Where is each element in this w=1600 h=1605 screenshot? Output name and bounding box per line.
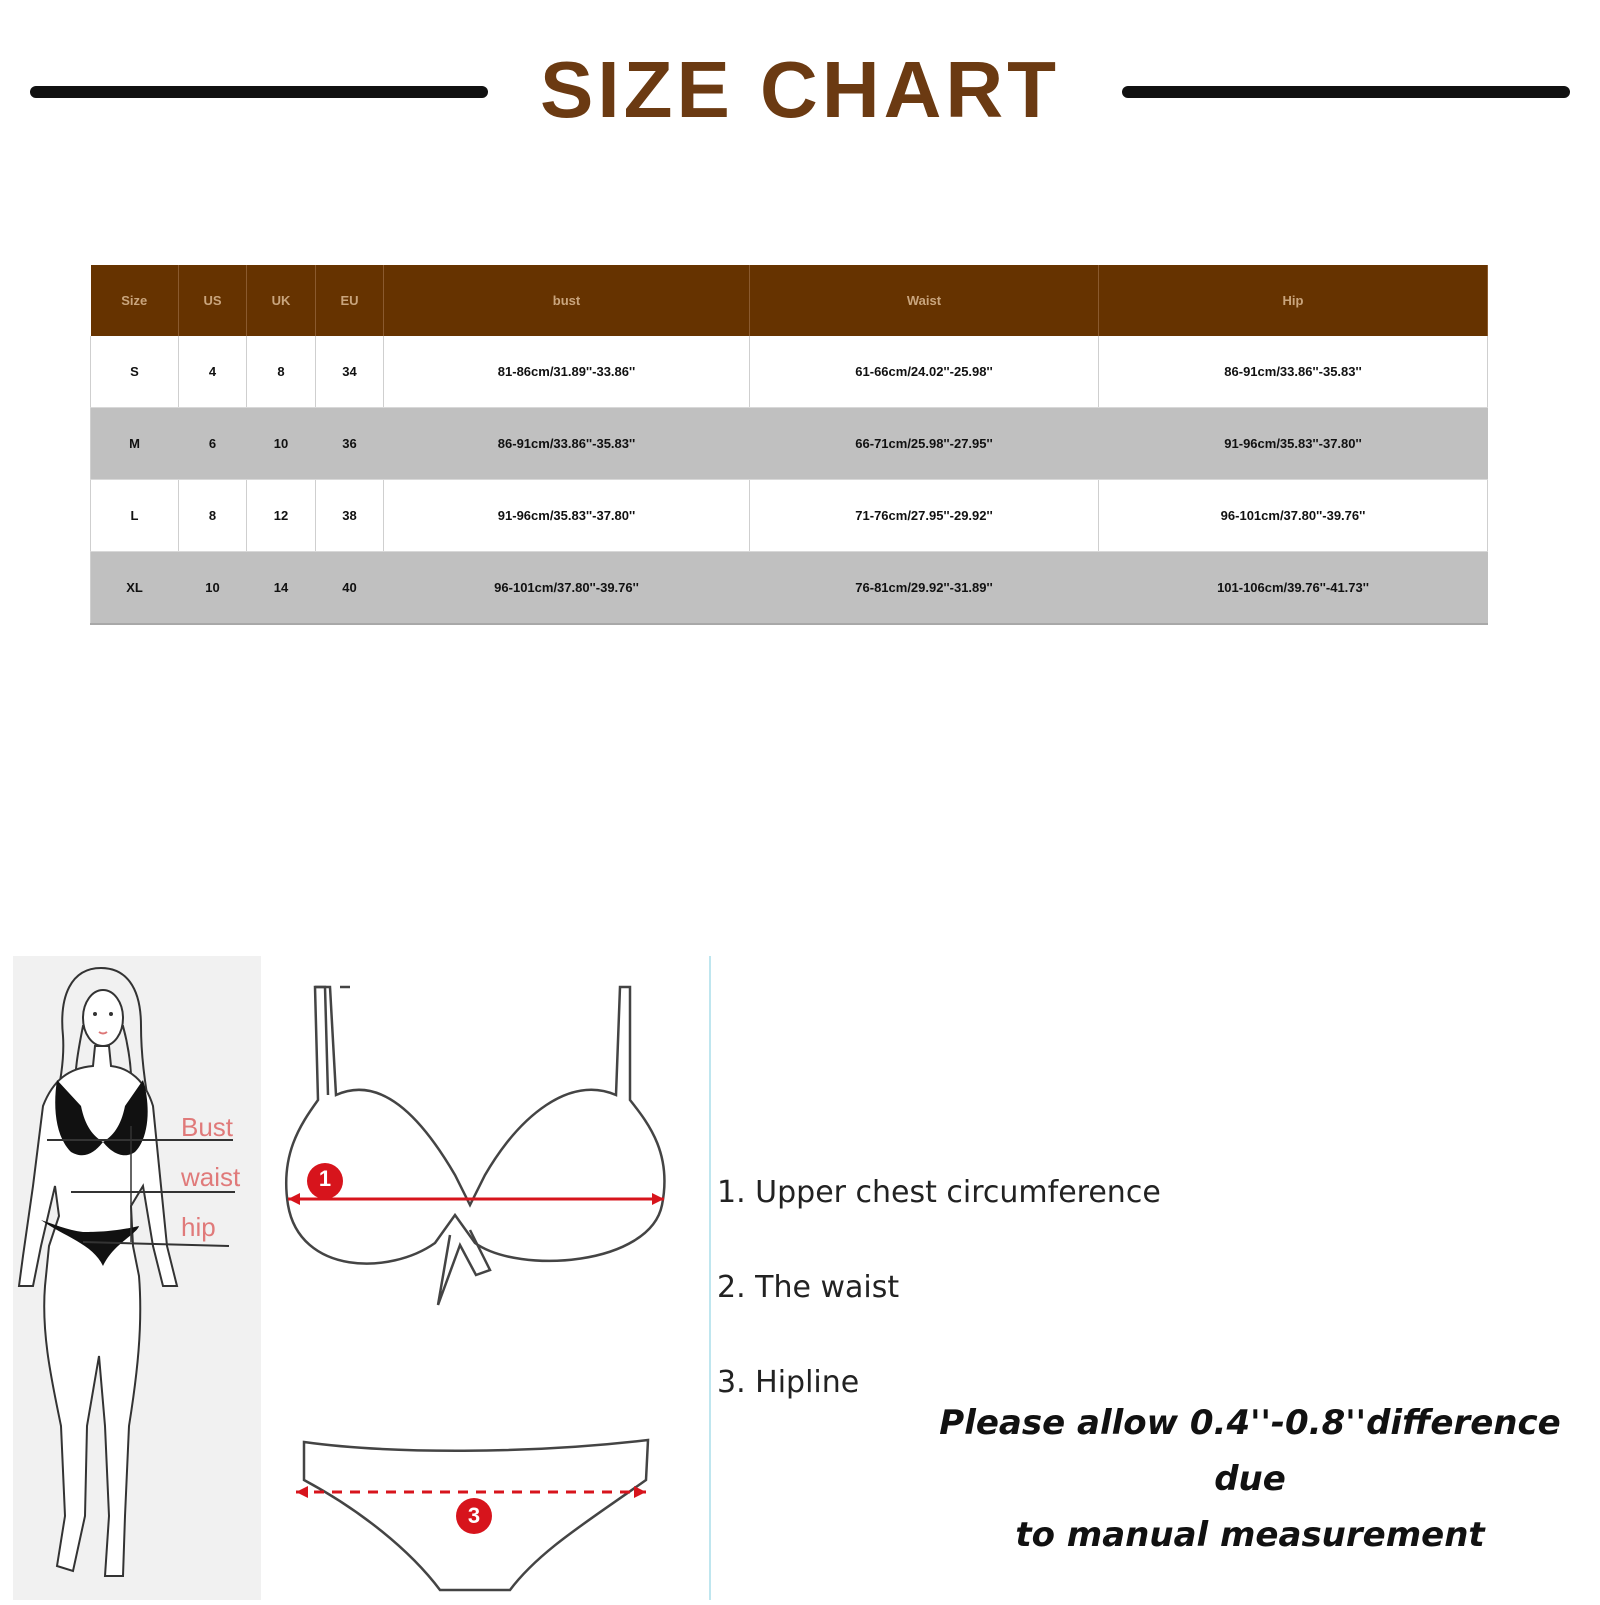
cell-size: L — [91, 480, 179, 552]
cell-us: 8 — [179, 480, 247, 552]
table-row — [91, 336, 1488, 408]
cell-waist: 71-76cm/27.95''-29.92'' — [750, 480, 1099, 552]
body-figure-panel — [13, 956, 261, 1600]
cell-uk: 12 — [247, 480, 316, 552]
note-line-2: to manual measurement — [1015, 1515, 1485, 1555]
cell-eu: 40 — [316, 552, 384, 625]
marker-1-icon: 1 — [318, 1166, 332, 1191]
right-rule — [1122, 86, 1570, 98]
cell-uk: 8 — [247, 336, 316, 408]
cell-hip: 91-96cm/35.83''-37.80'' — [1099, 408, 1488, 480]
bikini-top-diagram — [280, 975, 680, 1315]
measurement-item-3: 3. Hipline — [717, 1365, 860, 1400]
cell-hip: 86-91cm/33.86''-35.83'' — [1099, 336, 1488, 408]
cell-eu: 36 — [316, 408, 384, 480]
cell-waist: 66-71cm/25.98''-27.95'' — [750, 408, 1099, 480]
cell-eu: 38 — [316, 480, 384, 552]
measurement-note — [900, 1395, 1600, 1563]
hip-label: hip — [181, 1212, 216, 1242]
cell-hip: 96-101cm/37.80''-39.76'' — [1099, 480, 1488, 552]
vertical-divider — [709, 956, 711, 1600]
column-header-size: Size — [91, 265, 179, 336]
waist-label: waist — [181, 1162, 241, 1192]
cell-size: M — [91, 408, 179, 480]
cell-size: S — [91, 336, 179, 408]
cell-waist: 76-81cm/29.92''-31.89'' — [750, 552, 1099, 625]
note-line-1: Please allow 0.4''-0.8''difference due — [939, 1403, 1561, 1499]
woman-figure-illustration — [13, 956, 261, 1600]
cell-us: 6 — [179, 408, 247, 480]
cell-eu: 34 — [316, 336, 384, 408]
table-row — [91, 408, 1488, 480]
measurement-item-2: 2. The waist — [717, 1270, 900, 1305]
cell-bust: 81-86cm/31.89''-33.86'' — [384, 336, 750, 408]
measurement-item-1: 1. Upper chest circumference — [717, 1175, 1161, 1210]
column-header-waist: Waist — [750, 265, 1099, 336]
cell-size: XL — [91, 552, 179, 625]
cell-bust: 91-96cm/35.83''-37.80'' — [384, 480, 750, 552]
cell-uk: 14 — [247, 552, 316, 625]
bust-label: Bust — [181, 1112, 234, 1142]
cell-bust: 86-91cm/33.86''-35.83'' — [384, 408, 750, 480]
column-header-eu: EU — [316, 265, 384, 336]
table-row — [91, 480, 1488, 552]
size-table — [90, 265, 1488, 625]
cell-hip: 101-106cm/39.76''-41.73'' — [1099, 552, 1488, 625]
column-header-uk: UK — [247, 265, 316, 336]
page-title: SIZE CHART — [540, 45, 1060, 134]
cell-us: 4 — [179, 336, 247, 408]
column-header-bust: bust — [384, 265, 750, 336]
table-header-row — [91, 265, 1488, 336]
cell-us: 10 — [179, 552, 247, 625]
cell-uk: 10 — [247, 408, 316, 480]
cell-waist: 61-66cm/24.02''-25.98'' — [750, 336, 1099, 408]
table-row — [91, 552, 1488, 625]
column-header-us: US — [179, 265, 247, 336]
cell-bust: 96-101cm/37.80''-39.76'' — [384, 552, 750, 625]
marker-3-icon: 3 — [467, 1503, 481, 1528]
column-header-hip: Hip — [1099, 265, 1488, 336]
